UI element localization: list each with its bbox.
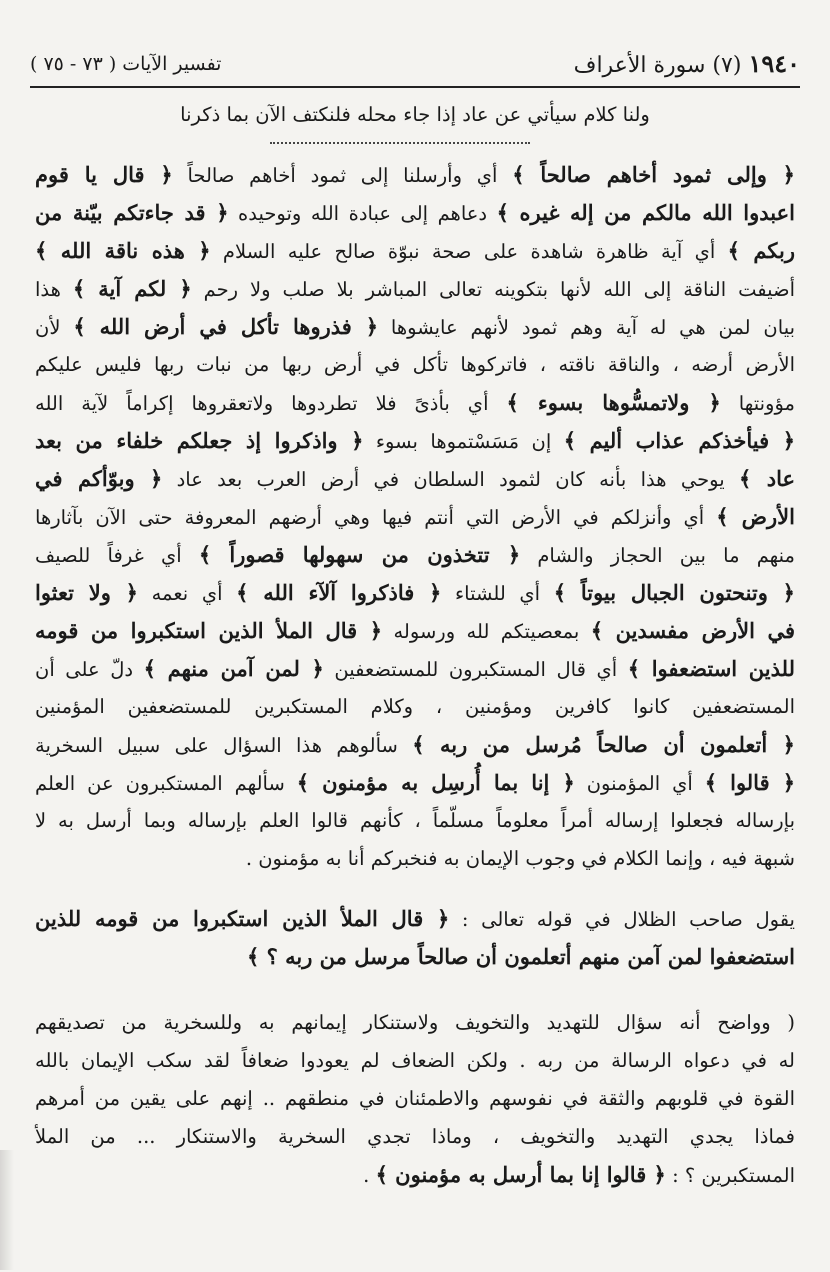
commentary-text: منهم ما بين الحجاز والشام: [520, 544, 795, 567]
verse-quote: ﴿ هذه ناقة الله ﴾: [35, 238, 211, 263]
commentary-text: لأن: [35, 316, 74, 339]
text-line-16: [35, 688, 795, 726]
verse-quote: ﴿ واذكروا إذ جعلكم خلفاء من بعد: [35, 428, 364, 453]
text-line-27: [35, 1156, 795, 1194]
verse-quote: ﴿ قال الملأ الذين استكبروا من قومه للذين: [35, 906, 450, 931]
verse-quote: ﴿ قال يا قوم: [35, 162, 173, 187]
commentary-text: أي آية ظاهرة شاهدة على صحة نبوّة صالح عليه السلام: [210, 240, 728, 263]
line-text: له في دعواه الرسالة من ربه . ولكن الضعاف لم يعودوا ضعافاً لقد سكب الإيمان بالله: [35, 1049, 795, 1072]
header-rule: [30, 86, 800, 88]
commentary-text: بمعصيتكم لله ورسوله: [382, 620, 591, 643]
verse-quote: ﴿ فذروها تأكل في أرض الله ﴾: [73, 314, 379, 339]
commentary-text: أي بأذىً فلا تطردوها ولاتعقروها إكراماً لآية الله: [35, 392, 507, 415]
text-line-11: [35, 498, 795, 536]
text-line-18: [35, 764, 795, 802]
text-line-24: [35, 1042, 795, 1080]
verse-quote: في الأرض مفسدين ﴾: [590, 618, 795, 643]
line-text: المستضعفين كانوا كافرين ومؤمنين ، وكلام المستكبرين للمستضعفين المؤمنين: [35, 695, 795, 718]
text-line-17: [35, 726, 795, 764]
text-line-1: [35, 96, 795, 134]
line-text: ولنا كلام سيأتي عن عاد إذا جاء محله فلنكتف الآن بما ذكرنا: [180, 103, 650, 126]
verse-quote: ﴿ ولاتمسُّوها بسوء ﴾: [506, 390, 721, 415]
commentary-text: دلّ على أن: [35, 658, 144, 681]
line-text: بإرساله فجعلوا إرساله أمراً معلوماً مسلّماً ، كأنهم قالوا العلم بإرساله وبما أرسل به لا: [35, 809, 795, 832]
commentary-text: يقول صاحب الظلال في قوله تعالى :: [449, 908, 795, 931]
commentary-text: أضيفت الناقة إلى الله لأنها بتكوينه تعالى المباشر بلا صلب ولا رحم: [191, 278, 796, 301]
commentary-text: أي وأرسلنا إلى ثمود أخاهم صالحاً: [172, 164, 513, 187]
text-line-2: [35, 156, 795, 194]
verse-quote: للذين استضعفوا ﴾: [627, 656, 796, 681]
verse-quote: ﴿ إنا بما أُرسِل به مؤمنون ﴾: [296, 770, 575, 795]
commentary-text: أي المؤمنون: [574, 772, 705, 795]
verse-quote: ﴿ قالوا إنا بما أرسل به مؤمنون ﴾: [375, 1162, 666, 1187]
line-text: الأرض أرضه ، والناقة ناقته ، فاتركوها تأكل في أرض ربها من نبات ربها فليس عليكم: [35, 353, 795, 376]
text-line-6: [35, 308, 795, 346]
commentary-text: المستكبرين ؟ :: [665, 1164, 795, 1187]
verse-quote: ﴿ تتخذون من سهولها قصوراً ﴾: [198, 542, 521, 567]
header-page-info: [574, 49, 800, 78]
commentary-text: بيان لمن هي له آية وهم ثمود لأنهم عايشوها: [378, 316, 796, 339]
verse-quote: ﴿ ولا تعثوا: [35, 580, 138, 605]
verse-quote: استضعفوا لمن آمن منهم أتعلمون أن صالحاً مرسل من ربه ؟ ﴾: [247, 944, 795, 969]
page-number: ١٩٤٠: [748, 49, 800, 78]
commentary-text: .: [363, 1164, 376, 1187]
verse-quote: ﴿ قد جاءتكم بيّنة من: [35, 200, 229, 225]
commentary-text: أي للشتاء: [441, 582, 554, 605]
verse-quote: ﴿ وتنحتون الجبال بيوتاً ﴾: [553, 580, 795, 605]
text-line-10: [35, 460, 795, 498]
commentary-text: أي قال المستكبرون للمستضعفين: [323, 658, 628, 681]
commentary-text: سألهم المستكبرون عن العلم: [35, 772, 297, 795]
text-line-9: [35, 422, 795, 460]
verse-quote: ربكم ﴾: [727, 238, 795, 263]
verse-quote: ﴿ لكم آية ﴾: [72, 276, 192, 301]
line-text: فماذا يجدي التهديد والتخويف ، وماذا تجدي السخرية والاستنكار ... من الملأ: [35, 1125, 795, 1148]
text-line-8: [35, 384, 795, 422]
line-text: القوة في قلوبهم والثقة في نفوسهم والاطمئنان في منطقهم .. إنهم على يقين من أمرهم: [35, 1087, 795, 1110]
verse-quote: ﴿ قال الملأ الذين استكبروا من قومه: [35, 618, 383, 643]
verse-quote: ﴿ فيأخذكم عذاب أليم ﴾: [563, 428, 795, 453]
text-line-26: [35, 1118, 795, 1156]
dotted-separator: [270, 142, 530, 144]
commentary-text: أي غرفاً للصيف: [35, 544, 199, 567]
commentary-text: دعاهم إلى عبادة الله وتوحيده: [228, 202, 497, 225]
text-line-3: [35, 194, 795, 232]
commentary-text: يوحي هذا بأنه كان لثمود السلطان في أرض العرب بعد عاد: [162, 468, 739, 491]
verse-quote: ﴿ لمن آمن منهم ﴾: [143, 656, 324, 681]
verse-quote: اعبدوا الله مالكم من إله غيره ﴾: [496, 200, 795, 225]
commentary-text: أي نعمه: [137, 582, 237, 605]
commentary-text: هذا: [35, 278, 73, 301]
text-line-15: [35, 650, 795, 688]
text-line-21: [35, 900, 795, 938]
text-line-14: [35, 612, 795, 650]
binding-shadow: [0, 1150, 14, 1270]
verse-quote: ﴿ فاذكروا آلآء الله ﴾: [236, 580, 442, 605]
text-line-22: [35, 938, 795, 976]
verse-quote: عاد ﴾: [739, 466, 795, 491]
verse-quote: ﴿ وإلى ثمود أخاهم صالحاً ﴾: [512, 162, 795, 187]
commentary-text: مؤونتها: [720, 392, 795, 415]
text-line-12: [35, 536, 795, 574]
text-line-19: [35, 802, 795, 840]
page-header: [30, 45, 800, 83]
verse-quote: ﴿ قالوا ﴾: [704, 770, 795, 795]
text-line-4: [35, 232, 795, 270]
line-text: شبهة فيه ، وإنما الكلام في وجوب الإيمان به فنخبركم أنا به مؤمنون .: [245, 847, 795, 870]
verse-quote: ﴿ وبوّأكم في: [35, 466, 163, 491]
text-line-23: [35, 1004, 795, 1042]
text-line-25: [35, 1080, 795, 1118]
surah-name: (٧) سورة الأعراف: [573, 53, 742, 78]
verse-quote: الأرض ﴾: [716, 504, 795, 529]
commentary-text: أي وأنزلكم في الأرض التي أنتم فيها وهي أرضهم المعروفة حتى الآن بآثارها: [35, 506, 717, 529]
verse-quote: ﴿ أتعلمون أن صالحاً مُرسل من ربه ﴾: [412, 732, 795, 757]
text-line-5: [35, 270, 795, 308]
commentary-text: سألوهم هذا السؤال على سبيل السخرية: [35, 734, 413, 757]
text-line-20: [35, 840, 795, 878]
text-line-7: [35, 346, 795, 384]
section-title: تفسير الآيات ( ٧٣ - ٧٥ ): [30, 53, 222, 75]
line-text: ( وواضح أنه سؤال للتهديد والتخويف ولاستنكار إيمانهم به وللسخرية من تصديقهم: [35, 1011, 795, 1034]
text-line-13: [35, 574, 795, 612]
commentary-text: إن مَسَسْتموها بسوء: [363, 430, 564, 453]
